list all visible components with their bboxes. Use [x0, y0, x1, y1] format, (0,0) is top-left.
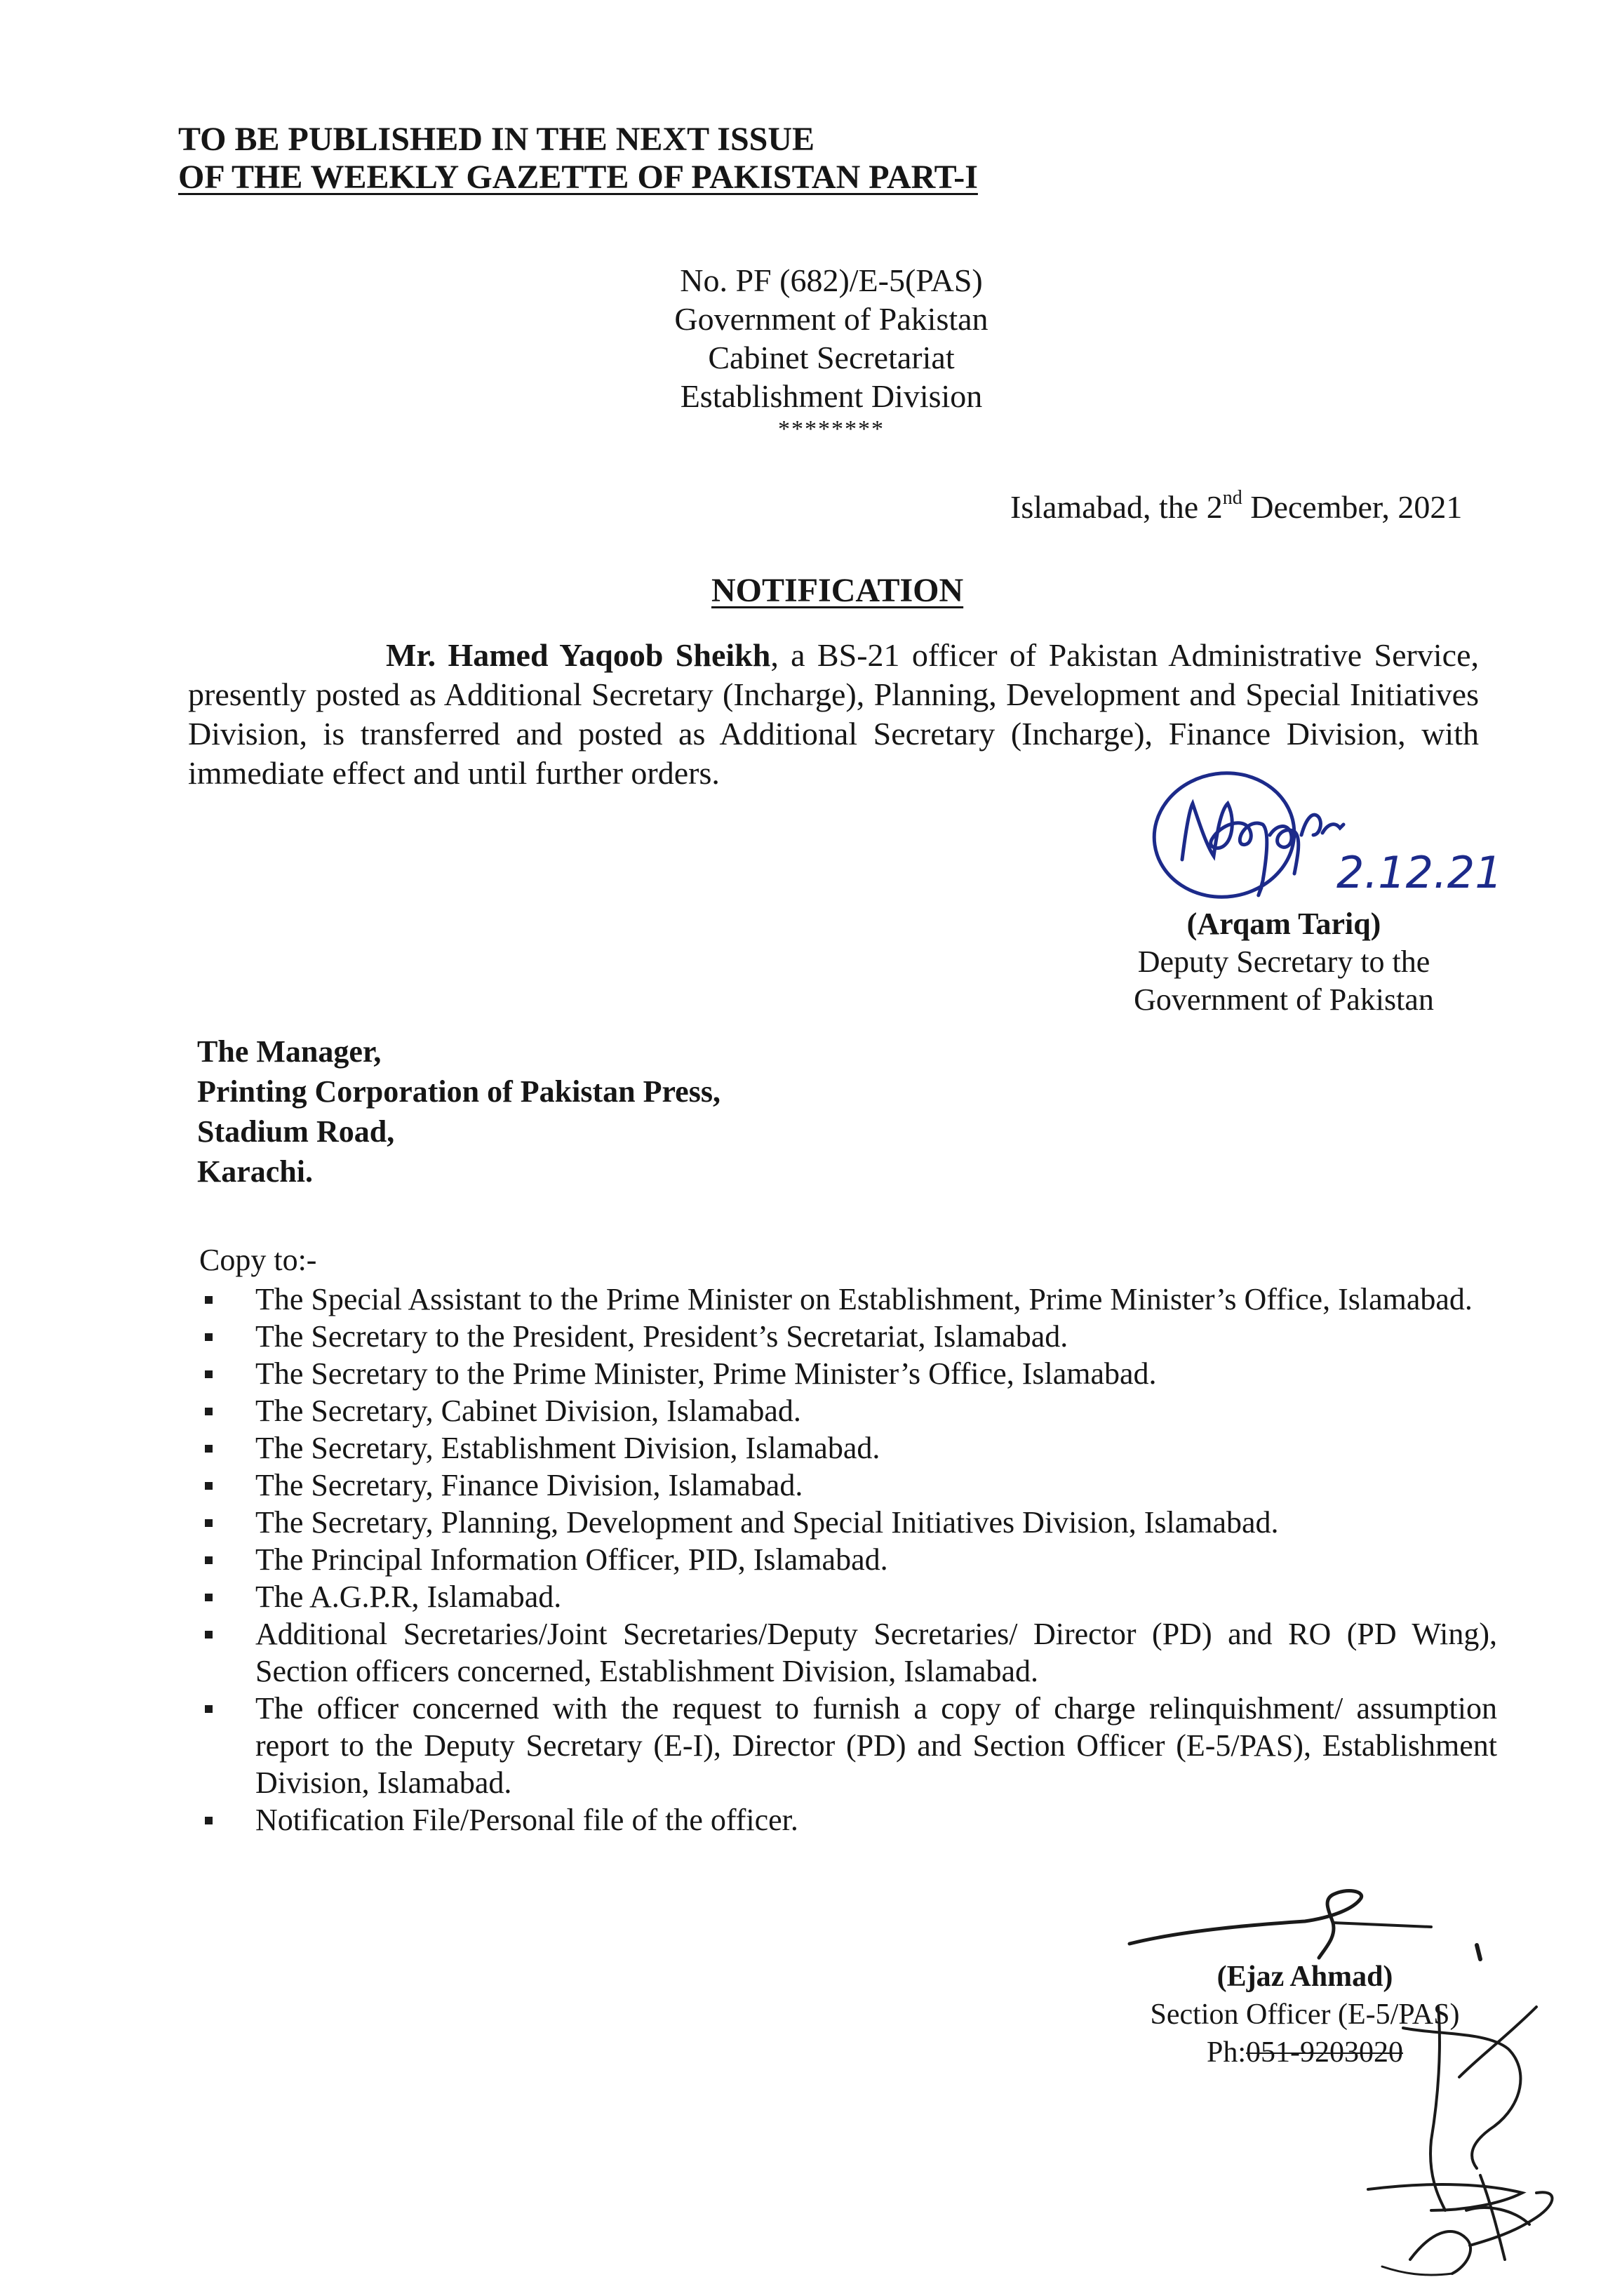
addressee-line-4: Karachi. — [197, 1154, 313, 1189]
addressee-line-1: The Manager, — [197, 1034, 382, 1069]
notification-date — [1010, 488, 1462, 526]
copy-to-label: Copy to:- — [199, 1243, 317, 1277]
date-ordinal-suffix: nd — [1222, 487, 1242, 509]
date-rest: December, 2021 — [1242, 489, 1463, 525]
list-item: Additional Secretaries/Joint Secretaries/Deputy Secretaries/ Director (PD) and RO (PD Wing), Section officers concerned, Establishment Division, Islamabad. — [203, 1615, 1550, 1690]
reference-number: No. PF (682)/E-5(PAS) — [680, 262, 983, 298]
gazette-header-line-2: OF THE WEEKLY GAZETTE OF PAKISTAN PART-I — [178, 159, 978, 196]
list-item: The officer concerned with the request to furnish a copy of charge relinquishment/ assumption report to the Deputy Secretary (E-I), Director (PD) and Section Officer (E-5/PAS), Establishment Division, Islamabad. — [203, 1690, 1550, 1801]
date-prefix: Islamabad, the 2 — [1010, 489, 1223, 525]
list-item: The Secretary, Cabinet Division, Islamabad. — [203, 1392, 1550, 1429]
notification-text: , a BS-21 officer of Pakistan Administrative Service, presently posted as Additional Secretary (Incharge), Planning, Development and Special Initiatives Division, is transferred and posted as Additional Secretary (Incharge), Finance Division, with immediate effect and until further orders. — [188, 637, 1479, 791]
bullet-icon — [205, 1594, 213, 1601]
bullet-icon — [205, 1333, 213, 1341]
bullet-icon — [205, 1296, 213, 1304]
bullet-icon — [205, 1556, 213, 1564]
signatory-2-designation: Section Officer (E-5/PAS) — [1150, 1998, 1460, 2031]
list-item: The Special Assistant to the Prime Minister on Establishment, Prime Minister’s Office, Islamabad. — [203, 1281, 1550, 1318]
list-item: The Secretary, Establishment Division, Islamabad. — [203, 1429, 1550, 1467]
signatory-1-designation-2: Government of Pakistan — [1134, 982, 1434, 1017]
bullet-icon — [205, 1370, 213, 1378]
reference-block — [631, 261, 1031, 443]
addressee-block — [197, 1032, 720, 1192]
separator-stars: ******** — [778, 416, 885, 442]
notification-title: NOTIFICATION — [711, 572, 964, 609]
initials-flourish — [1326, 1979, 1607, 2288]
division-name: Establishment Division — [680, 378, 983, 414]
signatory-1-name: (Arqam Tariq) — [1186, 907, 1381, 941]
bullet-icon — [205, 1408, 213, 1415]
officer-name: Mr. Hamed Yaqoob Sheikh — [386, 637, 771, 673]
secretariat-name: Cabinet Secretariat — [708, 340, 955, 375]
bullet-icon — [205, 1631, 213, 1638]
phone-number: 051-9203020 — [1246, 2036, 1404, 2069]
phone-prefix: Ph: — [1206, 2036, 1247, 2069]
bullet-icon — [205, 1445, 213, 1453]
list-item: The Secretary, Finance Division, Islamabad. — [203, 1467, 1550, 1504]
list-item: The A.G.P.R, Islamabad. — [203, 1578, 1550, 1615]
bullet-icon — [205, 1705, 213, 1713]
list-item: The Secretary, Planning, Development and Special Initiatives Division, Islamabad. — [203, 1504, 1550, 1541]
government-name: Government of Pakistan — [674, 301, 988, 337]
list-item: The Secretary to the Prime Minister, Prime Minister’s Office, Islamabad. — [203, 1355, 1550, 1392]
signature-arqam-tariq — [1151, 768, 1515, 916]
signature-date: 2.12.21 — [1336, 847, 1503, 898]
addressee-line-3: Stadium Road, — [197, 1114, 395, 1149]
signatory-1-block — [1094, 905, 1473, 1019]
bullet-icon — [205, 1482, 213, 1490]
bullet-icon — [205, 1817, 213, 1824]
list-item: The Secretary to the President, President’s Secretariat, Islamabad. — [203, 1318, 1550, 1355]
bullet-icon — [205, 1519, 213, 1527]
list-item: The Principal Information Officer, PID, Islamabad. — [203, 1541, 1550, 1578]
addressee-line-2: Printing Corporation of Pakistan Press, — [197, 1074, 720, 1109]
list-item: Notification File/Personal file of the officer. — [203, 1801, 1550, 1838]
signatory-2-name: (Ejaz Ahmad) — [1216, 1961, 1393, 1993]
signatory-1-designation-1: Deputy Secretary to the — [1137, 945, 1430, 979]
gazette-header-line-1: TO BE PUBLISHED IN THE NEXT ISSUE — [178, 121, 815, 158]
copy-to-list — [203, 1281, 1550, 1838]
